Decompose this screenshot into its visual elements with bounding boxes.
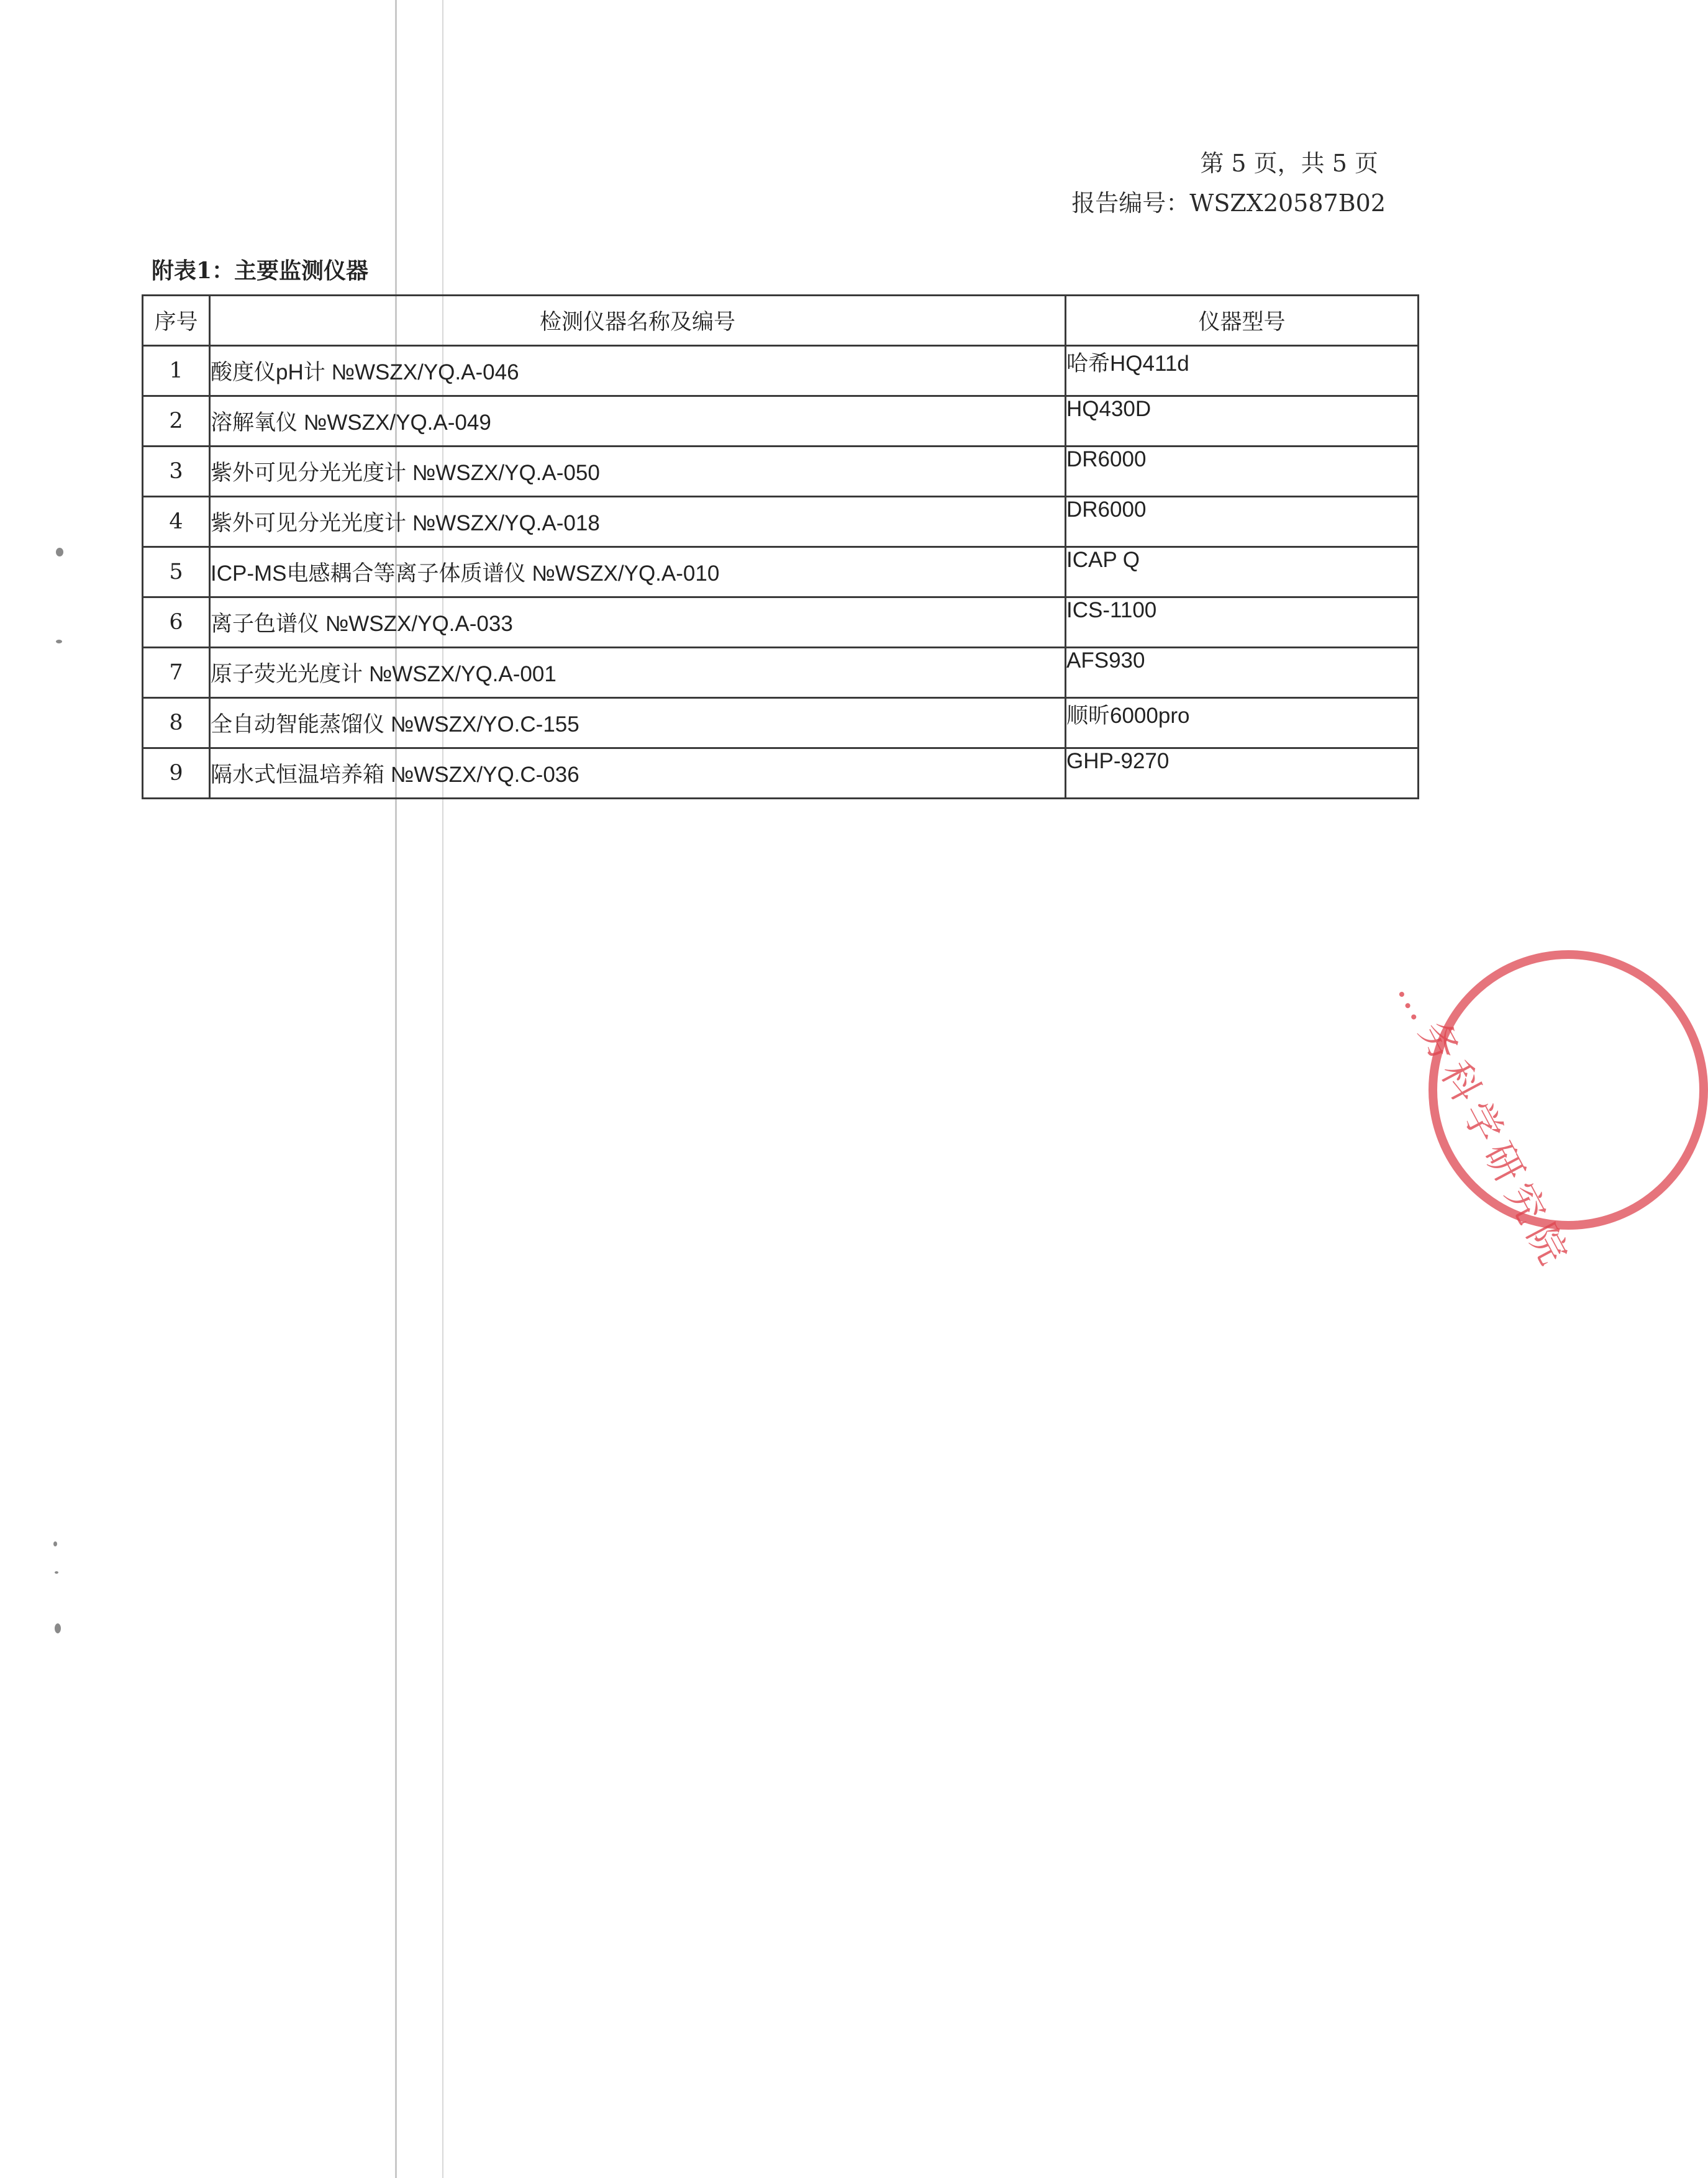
instrument-name: 紫外可见分光光度计 №WSZX/YQ.A-018 (210, 497, 1066, 547)
row-index: 9 (143, 748, 210, 799)
column-header-name: 检测仪器名称及编号 (210, 296, 1066, 346)
table-caption: 附表1：主要监测仪器 (152, 258, 369, 284)
table-row (143, 547, 1419, 597)
row-index: 5 (143, 547, 210, 597)
instrument-model: 顺昕6000pro (1066, 698, 1419, 748)
row-index: 8 (143, 698, 210, 748)
instrument-table (142, 294, 1419, 799)
row-index: 3 (143, 447, 210, 497)
scan-speck (55, 1623, 61, 1633)
instrument-name: 酸度仪pH计 №WSZX/YQ.A-046 (210, 346, 1066, 396)
instrument-model: AFS930 (1066, 648, 1419, 698)
instrument-model: HQ430D (1066, 396, 1419, 447)
row-index: 7 (143, 648, 210, 698)
scan-speck (56, 640, 62, 643)
instrument-model: GHP-9270 (1066, 748, 1419, 799)
column-header-model: 仪器型号 (1066, 296, 1419, 346)
instrument-model: ICS-1100 (1066, 597, 1419, 648)
instrument-name: 溶解氧仪 №WSZX/YQ.A-049 (210, 396, 1066, 447)
table-row (143, 597, 1419, 648)
scan-speck (56, 548, 63, 556)
column-header-index: 序号 (143, 296, 210, 346)
instrument-name: 离子色谱仪 №WSZX/YQ.A-033 (210, 597, 1066, 648)
official-seal-text: …务科学研究院 (1389, 973, 1580, 1278)
row-index: 1 (143, 346, 210, 396)
table-row (143, 648, 1419, 698)
instrument-model: ICAP Q (1066, 547, 1419, 597)
table-header-row (143, 296, 1419, 346)
table-row (143, 396, 1419, 447)
instrument-model: 哈希HQ411d (1066, 346, 1419, 396)
instrument-name: 隔水式恒温培养箱 №WSZX/YQ.C-036 (210, 748, 1066, 799)
instrument-name: 全自动智能蒸馏仪 №WSZX/YO.C-155 (210, 698, 1066, 748)
table-row (143, 698, 1419, 748)
instrument-name: 原子荧光光度计 №WSZX/YQ.A-001 (210, 648, 1066, 698)
table-row (143, 748, 1419, 799)
page-number: 第 5 页，共 5 页 (1200, 150, 1378, 177)
table-row (143, 346, 1419, 396)
table-row (143, 447, 1419, 497)
row-index: 2 (143, 396, 210, 447)
instrument-model: DR6000 (1066, 497, 1419, 547)
row-index: 4 (143, 497, 210, 547)
scan-speck (55, 1571, 58, 1574)
table-row (143, 497, 1419, 547)
instrument-name: 紫外可见分光光度计 №WSZX/YQ.A-050 (210, 447, 1066, 497)
row-index: 6 (143, 597, 210, 648)
scan-speck (53, 1541, 57, 1546)
instrument-name: ICP-MS电感耦合等离子体质谱仪 №WSZX/YQ.A-010 (210, 547, 1066, 597)
instrument-model: DR6000 (1066, 447, 1419, 497)
report-number: 报告编号：WSZX20587B02 (1071, 189, 1386, 217)
